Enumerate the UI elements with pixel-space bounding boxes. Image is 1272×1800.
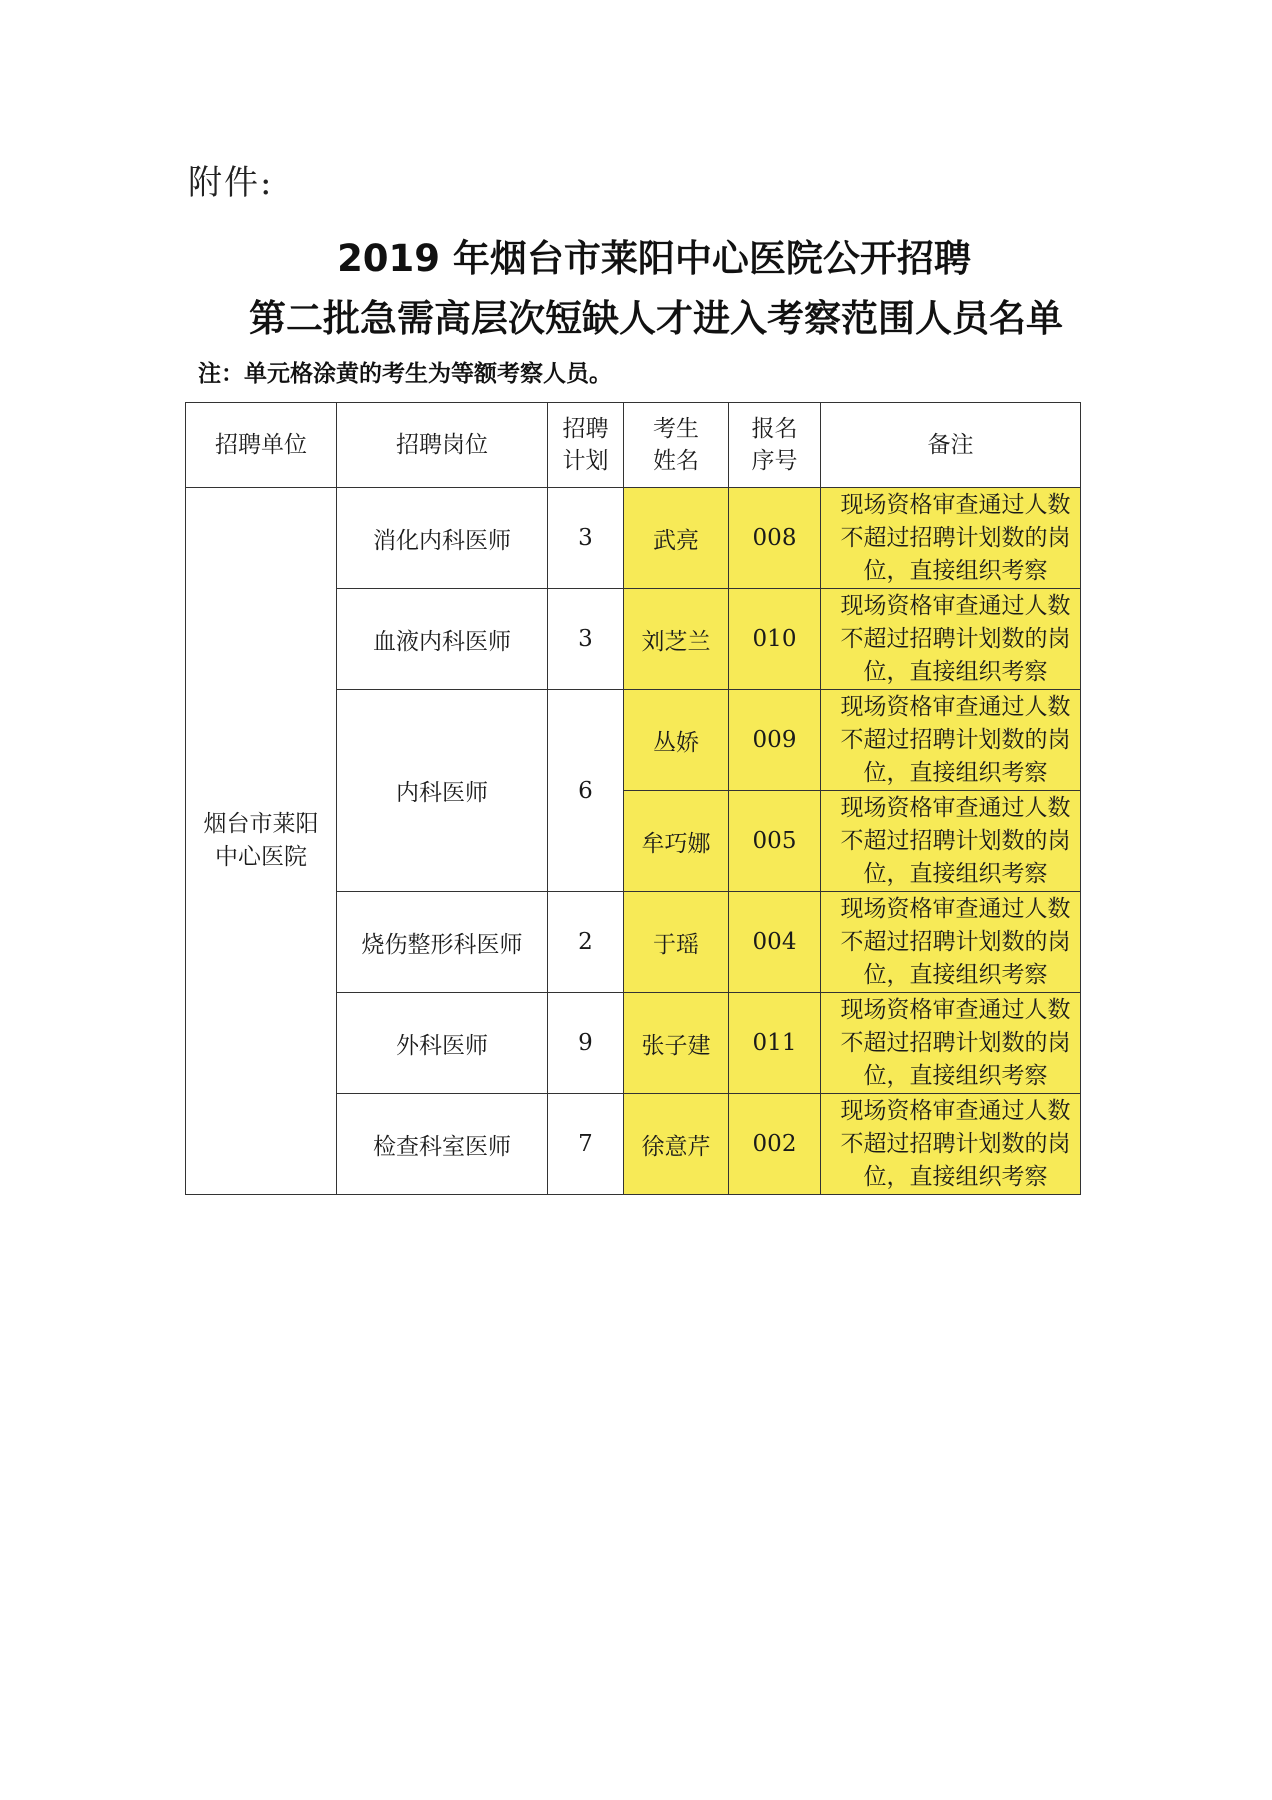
document-title-line2: 第二批急需高层次短缺人才进入考察范围人员名单 — [249, 297, 1063, 340]
plan-cell: 7 — [548, 1094, 624, 1195]
candidate-name-cell: 牟巧娜 — [624, 791, 729, 892]
candidate-name-cell: 徐意芹 — [624, 1094, 729, 1195]
remark-cell: 现场资格审查通过人数 不超过招聘计划数的岗 位，直接组织考察 — [821, 993, 1081, 1094]
remark-cell: 现场资格审查通过人数 不超过招聘计划数的岗 位，直接组织考察 — [821, 892, 1081, 993]
remark-cell: 现场资格审查通过人数 不超过招聘计划数的岗 位，直接组织考察 — [821, 1094, 1081, 1195]
table-header-row — [186, 403, 1081, 488]
candidate-name-cell: 丛娇 — [624, 690, 729, 791]
post-cell: 消化内科医师 — [337, 488, 548, 589]
remark-cell: 现场资格审查通过人数 不超过招聘计划数的岗 位，直接组织考察 — [821, 690, 1081, 791]
candidate-name-cell: 刘芝兰 — [624, 589, 729, 690]
reg-no-cell: 004 — [729, 892, 821, 993]
post-cell: 内科医师 — [337, 690, 548, 892]
header-unit: 招聘单位 — [186, 403, 337, 488]
post-cell: 血液内科医师 — [337, 589, 548, 690]
plan-cell: 3 — [548, 589, 624, 690]
post-cell: 检查科室医师 — [337, 1094, 548, 1195]
recruiting-unit-cell: 烟台市莱阳 中心医院 — [186, 488, 337, 1195]
remark-cell: 现场资格审查通过人数 不超过招聘计划数的岗 位，直接组织考察 — [821, 488, 1081, 589]
header-plan: 招聘 计划 — [548, 403, 624, 488]
plan-cell: 6 — [548, 690, 624, 892]
plan-cell: 3 — [548, 488, 624, 589]
table-row — [186, 488, 1081, 589]
reg-no-cell: 010 — [729, 589, 821, 690]
candidate-name-cell: 张子建 — [624, 993, 729, 1094]
highlight-note: 注：单元格涂黄的考生为等额考察人员。 — [198, 361, 612, 387]
document-title-line1: 2019 年烟台市莱阳中心医院公开招聘 — [337, 237, 971, 280]
reg-no-cell: 009 — [729, 690, 821, 791]
header-remark: 备注 — [821, 403, 1081, 488]
candidate-name-cell: 于瑶 — [624, 892, 729, 993]
plan-cell: 2 — [548, 892, 624, 993]
reg-no-cell: 011 — [729, 993, 821, 1094]
remark-cell: 现场资格审查通过人数 不超过招聘计划数的岗 位，直接组织考察 — [821, 791, 1081, 892]
reg-no-cell: 002 — [729, 1094, 821, 1195]
header-name: 考生 姓名 — [624, 403, 729, 488]
attachment-label: 附件: — [188, 163, 274, 203]
candidate-table — [185, 402, 1081, 1195]
reg-no-cell: 005 — [729, 791, 821, 892]
header-post: 招聘岗位 — [337, 403, 548, 488]
header-reg-no: 报名 序号 — [729, 403, 821, 488]
plan-cell: 9 — [548, 993, 624, 1094]
post-cell: 烧伤整形科医师 — [337, 892, 548, 993]
remark-cell: 现场资格审查通过人数 不超过招聘计划数的岗 位，直接组织考察 — [821, 589, 1081, 690]
post-cell: 外科医师 — [337, 993, 548, 1094]
candidate-name-cell: 武亮 — [624, 488, 729, 589]
reg-no-cell: 008 — [729, 488, 821, 589]
